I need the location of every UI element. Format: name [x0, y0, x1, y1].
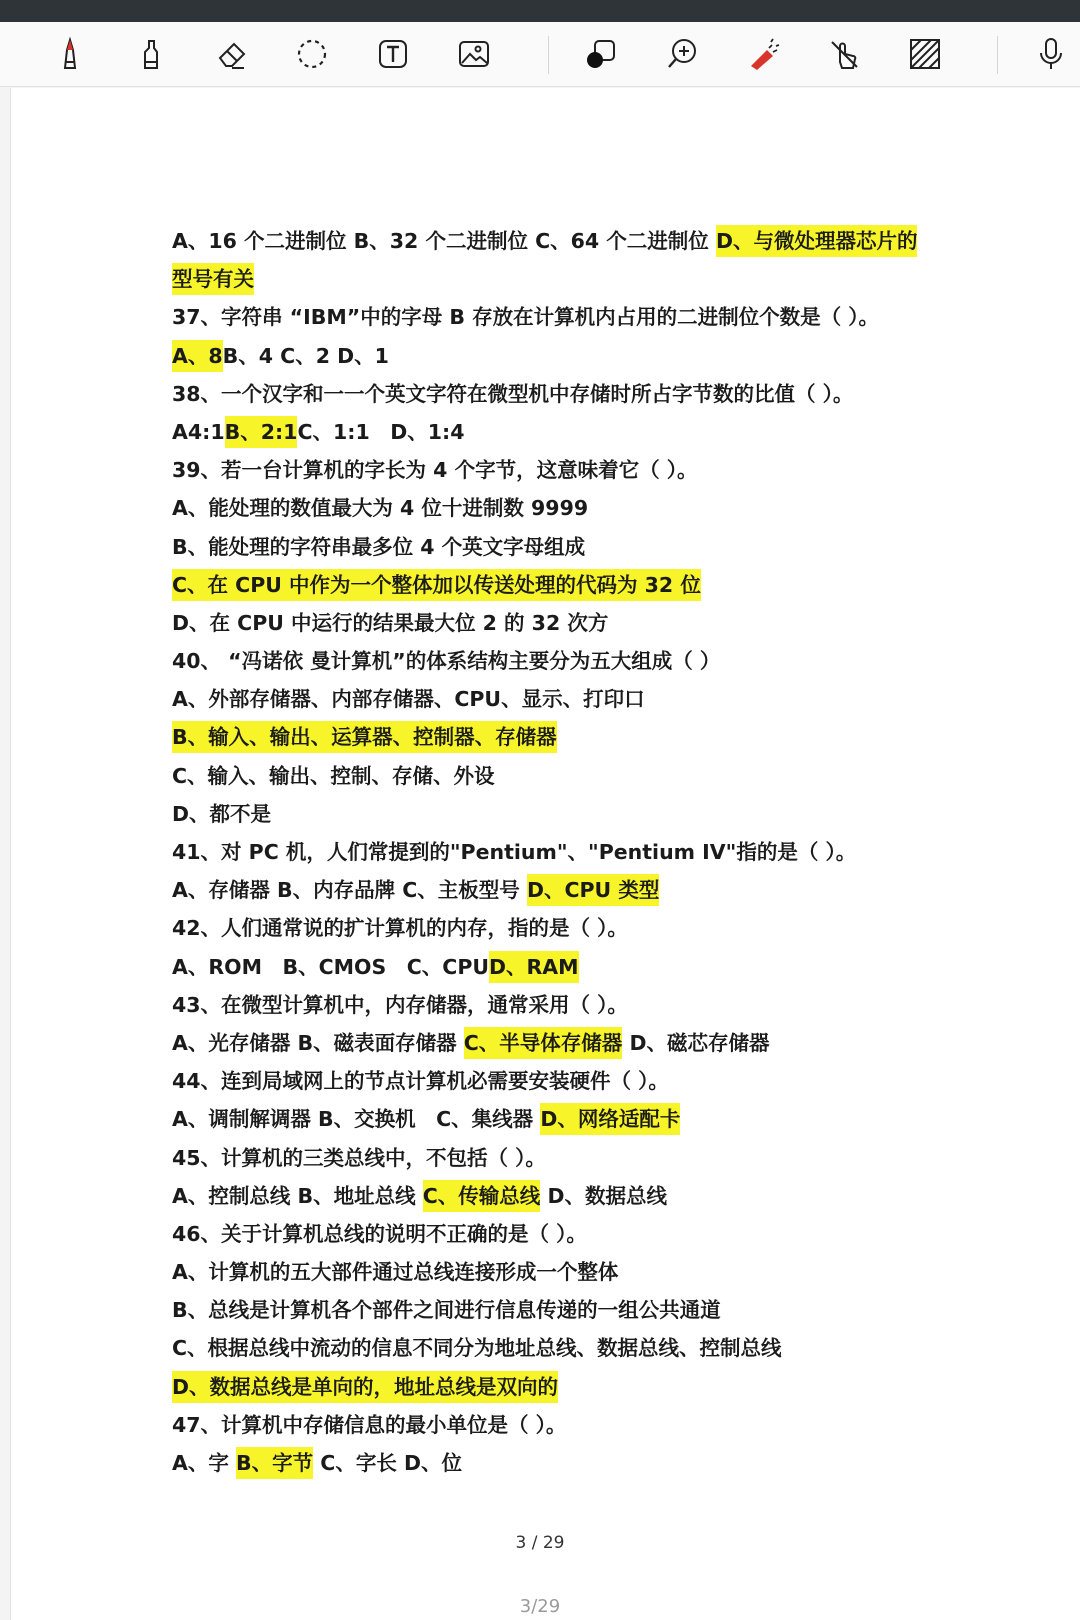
- text-run: A、ROM B、CMOS C、CPU: [172, 954, 489, 979]
- document-line: [172, 222, 992, 260]
- text-run: C、1:1 D、1:4: [297, 419, 465, 444]
- text-run: 46、关于计算机总线的说明不正确的是（ ）。: [172, 1221, 587, 1246]
- text-run: D、磁芯存储器: [622, 1030, 770, 1055]
- text-run: B、能处理的字符串最多位 4 个英文字母组成: [172, 534, 586, 559]
- highlighted-answer: D、数据总线是单向的，地址总线是双向的: [172, 1371, 558, 1403]
- document-line: [172, 451, 992, 489]
- document-line: [172, 1177, 992, 1215]
- microphone-icon[interactable]: [1031, 34, 1071, 74]
- document-line: [172, 833, 992, 871]
- text-run: C、字长 D、位: [313, 1451, 462, 1475]
- document-line: [172, 1024, 992, 1062]
- text-run: 44、连到局域网上的节点计算机必需要安装硬件（ ）。: [172, 1069, 669, 1094]
- document-line: [172, 1062, 992, 1100]
- annotation-toolbar: [0, 22, 1080, 87]
- shapes-tool-icon[interactable]: [581, 34, 621, 74]
- document-line: [172, 1406, 992, 1444]
- text-run: A4:1: [172, 419, 225, 444]
- document-text: [172, 222, 992, 1482]
- document-line: [172, 604, 992, 642]
- page-indicator: 3/29: [519, 1596, 561, 1617]
- document-line: [172, 986, 992, 1024]
- text-run: B、总线是计算机各个部件之间进行信息传递的一组公共通道: [172, 1298, 721, 1323]
- insert-image-icon[interactable]: [454, 34, 494, 74]
- eraser-tool-icon[interactable]: [212, 34, 252, 74]
- highlighted-answer: D、RAM: [489, 951, 579, 983]
- text-run: A、字: [172, 1451, 237, 1475]
- pattern-fill-icon[interactable]: [905, 34, 945, 74]
- highlighted-answer: B、2:1: [225, 416, 298, 448]
- highlighter-tool-icon[interactable]: [131, 34, 171, 74]
- text-run: 38、一个汉字和一一个英文字符在微型机中存储时所占字节数的比值（ ）。: [172, 381, 854, 406]
- text-run: 39、若一台计算机的字长为 4 个字节，这意味着它（ ）。: [172, 458, 698, 483]
- text-run: 43、在微型计算机中，内存储器，通常采用（ ）。: [172, 992, 628, 1017]
- document-line: [172, 871, 992, 909]
- text-run: C、根据总线中流动的信息不同分为地址总线、数据总线、控制总线: [172, 1336, 782, 1361]
- document-line: [172, 718, 992, 756]
- toolbar-divider: [997, 36, 998, 74]
- text-run: A、16 个二进制位 B、32 个二进制位 C、64 个二进制位: [172, 229, 716, 253]
- window-top-bar: [0, 0, 1080, 22]
- text-run: 47、计算机中存储信息的最小单位是（ ）。: [172, 1412, 567, 1437]
- highlighted-answer: C、半导体存储器: [464, 1027, 623, 1059]
- highlighted-answer: A、8: [172, 340, 223, 372]
- document-line: [172, 795, 992, 833]
- highlighted-answer: C、传输总线: [423, 1180, 541, 1212]
- highlighted-answer: D、与微处理器芯片的: [716, 225, 918, 257]
- highlighted-answer: 型号有关: [172, 263, 254, 295]
- document-line: [172, 1100, 992, 1138]
- document-line: [172, 1215, 992, 1253]
- document-line: [172, 909, 992, 947]
- text-run: A、调制解调器 B、交换机 C、集线器: [172, 1107, 541, 1132]
- document-line: [172, 528, 992, 566]
- text-run: 42、人们通常说的扩计算机的内存，指的是（ ）。: [172, 916, 628, 941]
- highlighted-answer: D、CPU 类型: [527, 874, 659, 906]
- document-line: [172, 680, 992, 718]
- document-line: [172, 948, 992, 986]
- text-run: B、4 C、2 D、1: [222, 343, 389, 368]
- laser-pointer-icon[interactable]: [743, 34, 783, 74]
- text-run: A、能处理的数值最大为 4 位十进制数 9999: [172, 496, 589, 521]
- highlighted-answer: B、输入、输出、运算器、控制器、存储器: [172, 721, 557, 753]
- document-line: [172, 337, 992, 375]
- highlighted-answer: C、在 CPU 中作为一个整体加以传送处理的代码为 32 位: [172, 569, 701, 601]
- document-line: [172, 1329, 992, 1367]
- lasso-select-icon[interactable]: [292, 34, 332, 74]
- pen-tool-icon[interactable]: [50, 34, 90, 74]
- text-run: A、控制总线 B、地址总线: [172, 1183, 423, 1208]
- document-line: [172, 757, 992, 795]
- document-line: [172, 1368, 992, 1406]
- document-line: [172, 375, 992, 413]
- text-run: 40、 “冯诺依 曼计算机”的体系结构主要分为五大组成（ ）: [172, 649, 721, 674]
- zoom-in-icon[interactable]: [662, 34, 702, 74]
- page-footer-number: 3 / 29: [515, 1533, 565, 1553]
- text-run: D、在 CPU 中运行的结果最大位 2 的 32 次方: [172, 610, 609, 635]
- document-line: [172, 413, 992, 451]
- text-run: D、都不是: [172, 801, 272, 826]
- text-box-icon[interactable]: [373, 34, 413, 74]
- text-run: A、外部存储器、内部存储器、CPU、显示、打印口: [172, 687, 645, 712]
- highlighted-answer: B、字节: [236, 1447, 313, 1479]
- document-line: [172, 566, 992, 604]
- document-line: [172, 298, 992, 336]
- document-line: [172, 1444, 992, 1482]
- text-run: 45、计算机的三类总线中，不包括（ ）。: [172, 1145, 546, 1170]
- document-line: [172, 260, 992, 298]
- text-run: 37、字符串 “IBM”中的字母 B 存放在计算机内占用的二进制位个数是（ ）。: [172, 305, 880, 330]
- text-run: D、数据总线: [540, 1183, 667, 1208]
- document-line: [172, 642, 992, 680]
- document-line: [172, 1139, 992, 1177]
- touch-draw-toggle-icon[interactable]: [824, 34, 864, 74]
- text-run: A、计算机的五大部件通过总线连接形成一个整体: [172, 1260, 619, 1285]
- text-run: C、输入、输出、控制、存储、外设: [172, 763, 495, 788]
- highlighted-answer: D、网络适配卡: [540, 1103, 680, 1135]
- text-run: A、光存储器 B、磁表面存储器: [172, 1030, 464, 1055]
- document-line: [172, 1253, 992, 1291]
- text-run: A、存储器 B、内存品牌 C、主板型号: [172, 878, 527, 903]
- toolbar-divider: [548, 36, 549, 74]
- document-line: [172, 489, 992, 527]
- document-line: [172, 1291, 992, 1329]
- text-run: 41、对 PC 机，人们常提到的"Pentium"、"Pentium IV"指的是（ ）。: [172, 840, 857, 864]
